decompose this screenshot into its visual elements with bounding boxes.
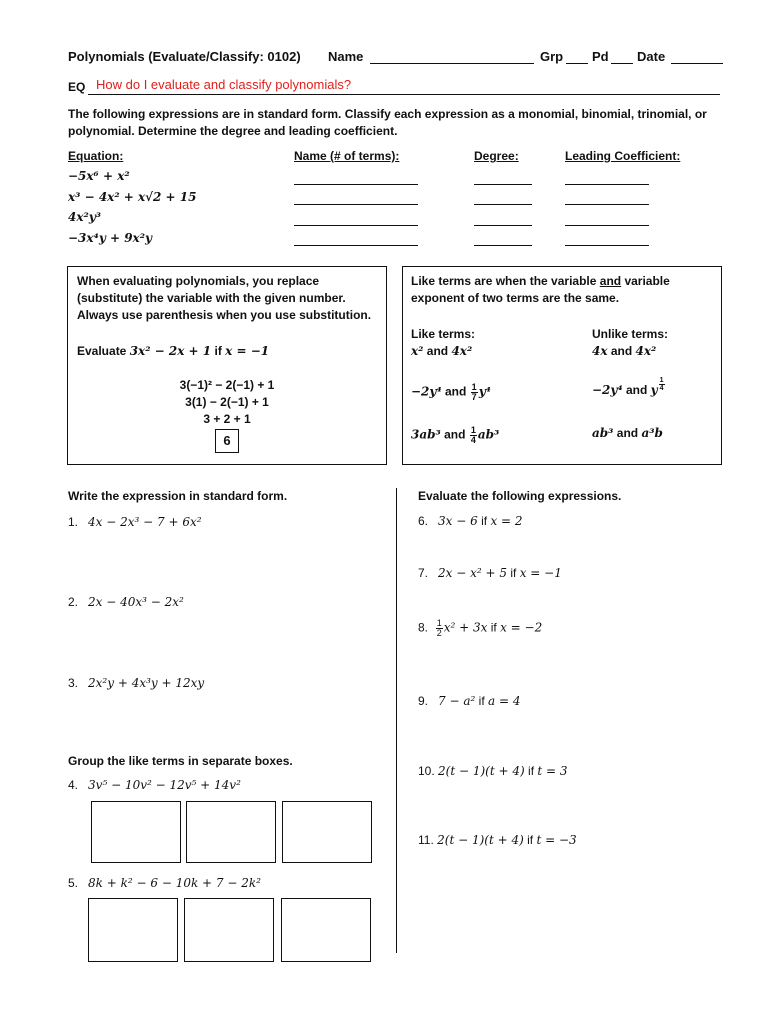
essential-question: How do I evaluate and classify polynomials? <box>96 77 352 92</box>
name-blank[interactable] <box>370 63 534 64</box>
degree-answer-line[interactable] <box>474 204 532 205</box>
degree-answer-line[interactable] <box>474 245 532 246</box>
name-answer-line[interactable] <box>294 204 418 205</box>
answer-box[interactable] <box>88 898 178 962</box>
if-word: if <box>214 344 222 358</box>
name-answer-line[interactable] <box>294 225 418 226</box>
degree-answer-line[interactable] <box>474 184 532 185</box>
like-header: Like terms: <box>411 327 476 341</box>
col-equation: Equation: <box>68 149 124 163</box>
like-terms-info-box <box>402 266 722 465</box>
fraction-one-fourth: $\frac{1}{4}$ <box>470 425 476 445</box>
like-line-1: Like terms are when the variable and variable <box>411 274 670 288</box>
answer-box[interactable] <box>282 801 372 863</box>
evaluate-expression: 3x² − 2x + 1 <box>129 344 212 358</box>
eq-line <box>88 94 720 95</box>
eval-step-2: 3(1) − 2(−1) + 1 <box>185 395 269 409</box>
eval-example <box>77 344 269 358</box>
pd-blank[interactable] <box>611 63 633 64</box>
column-divider <box>396 488 397 953</box>
problem-10: 10. 2(t − 1)(t + 4) if t = 3 <box>418 764 568 778</box>
leading-answer-line[interactable] <box>565 225 649 226</box>
problem-9: 9. 7 − a² if a = 4 <box>418 694 521 708</box>
date-blank[interactable] <box>671 63 723 64</box>
equation-3: 4x²y³ <box>68 210 101 224</box>
problem-6: 6. 3x − 6 if x = 2 <box>418 514 523 528</box>
answer-box[interactable] <box>281 898 371 962</box>
unlike-pair-3: ab³ and a³b <box>592 426 663 440</box>
classify-intro-2: polynomial. Determine the degree and leading coefficient. <box>68 124 398 138</box>
name-answer-line[interactable] <box>294 184 418 185</box>
problem-11: 11. 2(t − 1)(t + 4) if t = −3 <box>418 833 577 847</box>
group-like-heading: Group the like terms in separate boxes. <box>68 754 293 768</box>
col-leading: Leading Coefficient: <box>565 149 681 163</box>
degree-answer-line[interactable] <box>474 225 532 226</box>
equation-1: −5x⁶ + x² <box>68 169 130 183</box>
like-pair-2: −2y⁴ and $\frac{1}{7}$ y⁴ <box>411 382 491 402</box>
name-label: Name <box>328 49 364 64</box>
equation-2: x³ − 4x² + x√2 + 15 <box>68 190 197 204</box>
leading-answer-line[interactable] <box>565 245 649 246</box>
eq-label: EQ <box>68 80 86 94</box>
classify-intro-1: The following expressions are in standard form. Classify each expression as a monomial, binomial, trinomial, or <box>68 107 707 121</box>
fraction-one-half: $\frac{1}{2}$ <box>436 618 442 638</box>
evaluate-condition: x = −1 <box>225 344 270 358</box>
answer-box[interactable] <box>184 898 274 962</box>
answer-box[interactable] <box>186 801 276 863</box>
eval-answer-box <box>215 429 239 453</box>
unlike-pair-1: 4x and 4x² <box>592 344 657 358</box>
date-label: Date <box>637 49 666 64</box>
col-name: Name (# of terms): <box>294 149 400 163</box>
eval-line-3: Always use parenthesis when you use substitution. <box>77 308 372 322</box>
fraction-one-seventh: $\frac{1}{7}$ <box>471 382 477 402</box>
name-answer-line[interactable] <box>294 245 418 246</box>
standard-form-heading: Write the expression in standard form. <box>68 489 288 503</box>
unlike-header: Unlike terms: <box>592 327 669 341</box>
unlike-pair-2: −2y⁴ and y $\frac{1}{4}$ <box>592 377 664 397</box>
problem-2: 2. 2x − 40x³ − 2x² <box>68 595 184 609</box>
evaluating-info-box <box>67 266 387 465</box>
worksheet-title: Polynomials (Evaluate/Classify: 0102) <box>68 49 301 64</box>
eval-answer: 6 <box>223 433 231 448</box>
grp-label: Grp <box>540 49 564 64</box>
equation-4: −3x⁴y + 9x²y <box>68 231 152 245</box>
answer-box[interactable] <box>91 801 181 863</box>
eval-line-2: (substitute) the variable with the given number. <box>77 291 346 305</box>
eval-step-3: 3 + 2 + 1 <box>203 412 251 426</box>
eval-step-1: 3(−1)² − 2(−1) + 1 <box>179 378 275 392</box>
fraction-exponent: $\frac{1}{4}$ <box>659 377 664 392</box>
grp-blank[interactable] <box>566 63 588 64</box>
leading-answer-line[interactable] <box>565 204 649 205</box>
problem-8: 8. $\frac{1}{2}$ x² + 3x if x = −2 <box>418 618 543 638</box>
evaluate-word: Evaluate <box>77 344 127 358</box>
problem-4: 4. 3v⁵ − 10v² − 12v⁵ + 14v² <box>68 778 241 792</box>
problem-7: 7. 2x − x² + 5 if x = −1 <box>418 566 562 580</box>
evaluate-heading: Evaluate the following expressions. <box>418 489 622 503</box>
pd-label: Pd <box>592 49 609 64</box>
problem-1: 1. 4x − 2x³ − 7 + 6x² <box>68 515 202 529</box>
like-pair-1: x² and 4x² <box>411 344 473 358</box>
like-pair-3: 3ab³ and $\frac{1}{4}$ ab³ <box>411 425 500 445</box>
eval-line-1: When evaluating polynomials, you replace <box>77 274 320 288</box>
like-line-2: exponent of two terms are the same. <box>411 291 620 305</box>
problem-3: 3. 2x²y + 4x³y + 12xy <box>68 676 205 690</box>
leading-answer-line[interactable] <box>565 184 649 185</box>
problem-5: 5. 8k + k² − 6 − 10k + 7 − 2k² <box>68 876 261 890</box>
col-degree: Degree: <box>474 149 519 163</box>
